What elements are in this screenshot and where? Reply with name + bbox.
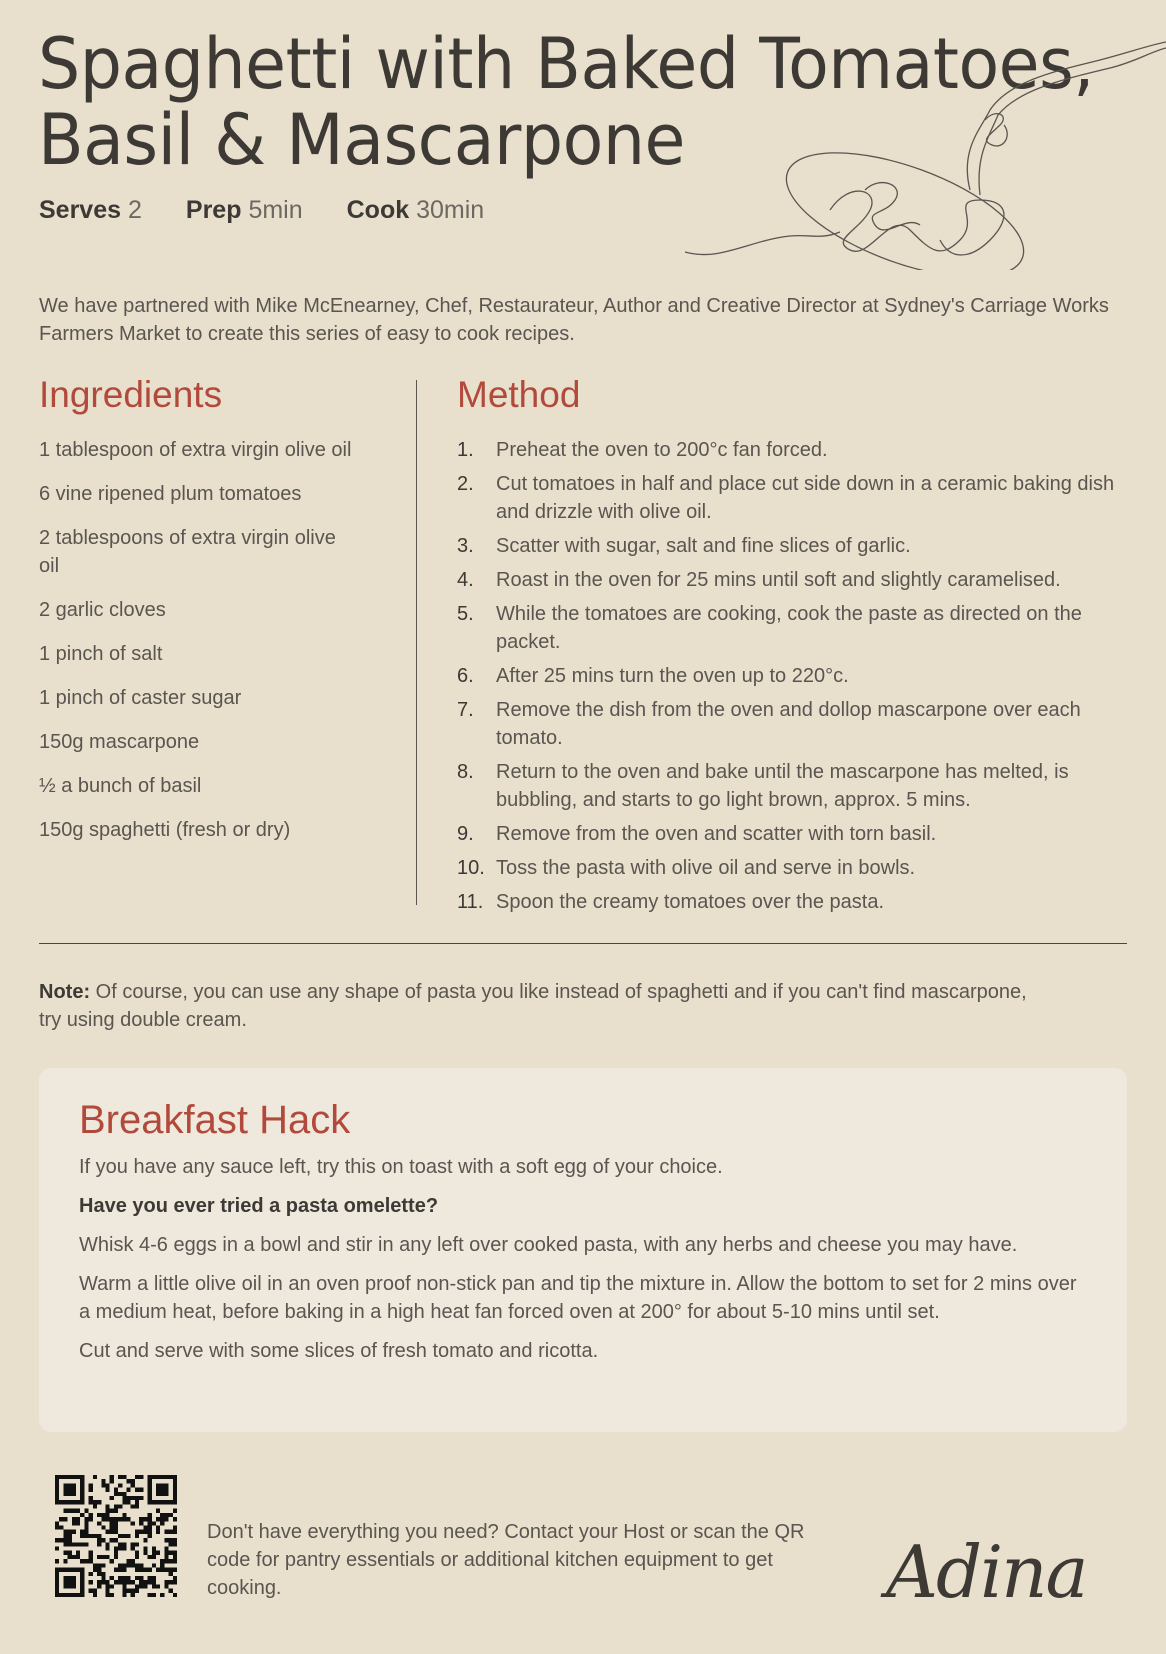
cook-time: Cook 30min [346, 196, 485, 224]
hack-text: If you have any sauce left, try this on toast with a soft egg of your choice. [79, 1156, 723, 1178]
recipe-meta [39, 196, 528, 225]
step-number: 7. [457, 699, 474, 721]
method-step [457, 758, 1137, 814]
ingredient-item: ½ a bunch of basil [39, 775, 202, 797]
ingredient-item: 1 pinch of caster sugar [39, 687, 242, 709]
serves: Serves 2 [39, 196, 142, 224]
method-step [457, 696, 1137, 752]
step-number: 6. [457, 665, 474, 687]
step-text: While the tomatoes are cooking, cook the paste as directed on the packet. [496, 603, 1082, 653]
ingredients-section [39, 374, 359, 860]
method-step [457, 662, 1137, 690]
ingredient-item: 2 tablespoons of extra virgin olive oil [39, 527, 336, 577]
method-step [457, 436, 1137, 464]
step-number: 5. [457, 603, 474, 625]
method-step [457, 566, 1137, 594]
step-number: 2. [457, 473, 474, 495]
step-text: Scatter with sugar, salt and fine slices of garlic. [496, 535, 911, 557]
hack-text: Cut and serve with some slices of fresh tomato and ricotta. [79, 1340, 599, 1362]
breakfast-hack-heading: Breakfast Hack [79, 1098, 351, 1142]
note: Note: Of course, you can use any shape of pasta you like instead of spaghetti and if you can't find mascarpone, try using double cream. [39, 981, 1027, 1031]
step-text: Toss the pasta with olive oil and serve in bowls. [496, 857, 916, 879]
hack-question: Have you ever tried a pasta omelette? [79, 1195, 439, 1217]
step-number: 4. [457, 569, 474, 591]
hack-text: Warm a little olive oil in an oven proof non-stick pan and tip the mixture in. Allow the bottom to set for 2 mins over a medium heat, before baking in a high heat fan forced oven at 200° for about 5-10 mins until set. [79, 1273, 1077, 1323]
step-number: 8. [457, 761, 474, 783]
column-divider [416, 380, 417, 905]
step-number: 3. [457, 535, 474, 557]
step-number: 9. [457, 823, 474, 845]
ingredient-item: 150g mascarpone [39, 731, 200, 753]
ingredients-heading: Ingredients [39, 374, 223, 415]
step-text: After 25 mins turn the oven up to 220°c. [496, 665, 849, 687]
step-text: Cut tomatoes in half and place cut side down in a ceramic baking dish and drizzle with olive oil. [496, 473, 1115, 523]
ingredient-item: 150g spaghetti (fresh or dry) [39, 819, 291, 841]
method-step [457, 888, 1137, 916]
divider [39, 943, 1127, 944]
method-step [457, 820, 1137, 848]
method-step [457, 470, 1137, 526]
method-section [457, 374, 1137, 922]
prep-time: Prep 5min [185, 196, 303, 224]
adina-logo: Adina [886, 1530, 1087, 1614]
step-number: 10. [457, 857, 485, 879]
method-step [457, 600, 1137, 656]
ingredient-item: 1 tablespoon of extra virgin olive oil [39, 439, 352, 461]
step-number: 11. [457, 891, 484, 913]
step-text: Preheat the oven to 200°c fan forced. [496, 439, 828, 461]
method-heading: Method [457, 374, 581, 415]
breakfast-hack-box [39, 1068, 1127, 1432]
ingredient-item: 6 vine ripened plum tomatoes [39, 483, 302, 505]
step-number: 1. [457, 439, 474, 461]
ingredient-item: 1 pinch of salt [39, 643, 163, 665]
qr-code[interactable] [55, 1475, 177, 1597]
method-step [457, 532, 1137, 560]
footer-text: Don't have everything you need? Contact your Host or scan the QR code for pantry essentials or additional kitchen equipment to get cooking. [207, 1521, 805, 1599]
ingredient-item: 2 garlic cloves [39, 599, 166, 621]
step-text: Remove the dish from the oven and dollop mascarpone over each tomato. [496, 699, 1081, 749]
spaghetti-plate-illustration [680, 40, 1166, 270]
intro-text: We have partnered with Mike McEnearney, Chef, Restaurateur, Author and Creative Director at Sydney's Carriage Works Farmers Market to create this series of easy to cook recipes. [39, 295, 1109, 345]
step-text: Roast in the oven for 25 mins until soft and slightly caramelised. [496, 569, 1061, 591]
step-text: Spoon the creamy tomatoes over the pasta. [496, 891, 884, 913]
hack-text: Whisk 4-6 eggs in a bowl and stir in any left over cooked pasta, with any herbs and cheese you may have. [79, 1234, 1018, 1256]
method-step [457, 854, 1137, 882]
step-text: Return to the oven and bake until the mascarpone has melted, is bubbling, and starts to go light brown, approx. 5 mins. [496, 761, 1069, 811]
step-text: Remove from the oven and scatter with torn basil. [496, 823, 937, 845]
recipe-title: Spaghetti with Baked Tomatoes, Basil & Mascarpone [38, 23, 1094, 181]
